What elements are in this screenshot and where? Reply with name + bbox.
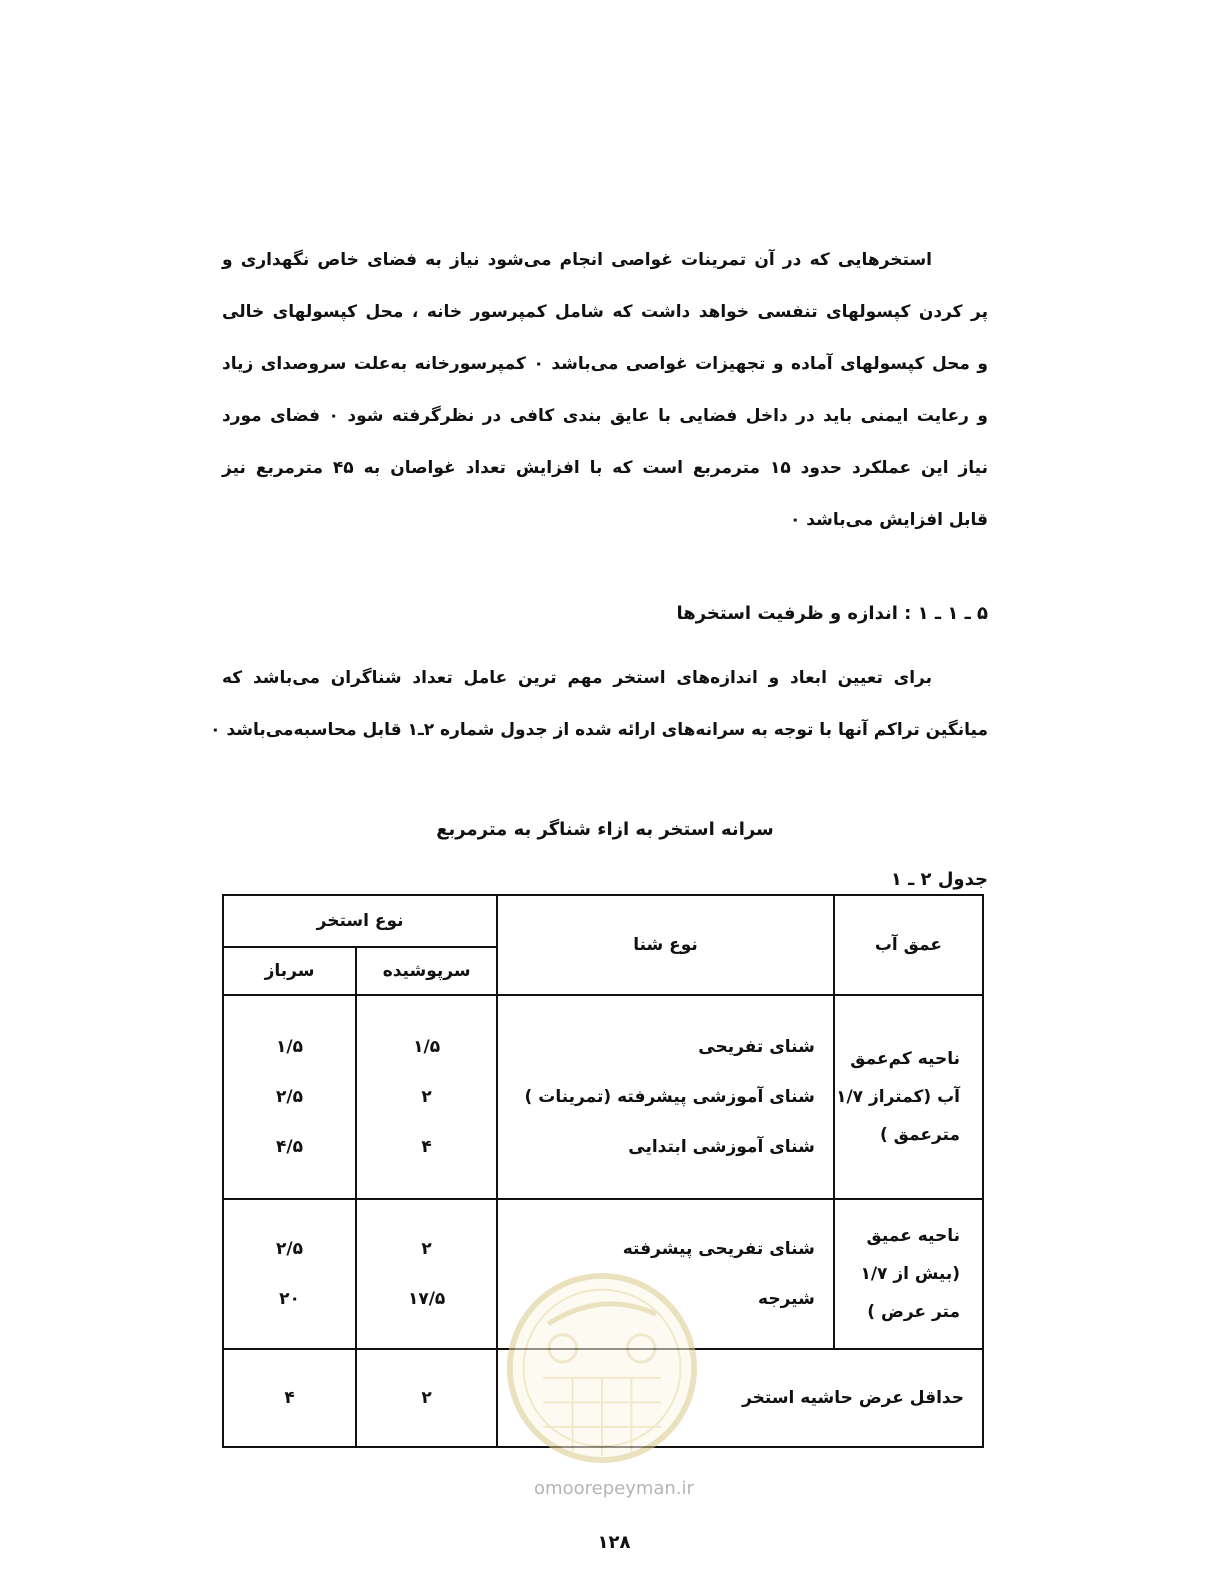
header-depth: عمق آب <box>834 895 983 995</box>
table-row <box>223 995 983 1199</box>
covered-value: ۲ <box>421 1087 432 1107</box>
open-value: ۱/۵ <box>276 1037 304 1057</box>
swim-type: شیرجه <box>758 1289 815 1309</box>
covered-value: ۴ <box>421 1137 432 1157</box>
footer-covered: ۲ <box>356 1349 497 1447</box>
table-number: جدول ۲ ـ ۱ <box>890 869 988 890</box>
table-title: سرانه استخر به ازاء شناگر به مترمربع <box>436 819 774 840</box>
covered-value: ۲ <box>421 1239 432 1259</box>
page-number: ۱۲۸ <box>597 1532 631 1553</box>
open-value: ۲۰ <box>279 1289 300 1309</box>
text-line: استخرهایی که در آن تمرینات غواصی انجام می‌شود نیاز به فضای خاص نگهداری و <box>222 250 932 270</box>
swim-type: شنای تفریحی <box>698 1037 815 1057</box>
covered-value: ۱۷/۵ <box>407 1289 446 1309</box>
watermark-seal <box>504 1270 700 1466</box>
depth-deep: ناحیه عمیق (بیش از ۱/۷ متر عرض ) <box>834 1199 983 1349</box>
watermark-site: omoorepeyman.ir <box>534 1478 694 1499</box>
section-heading: ۵ ـ ۱ ـ ۱ : اندازه و ظرفیت استخرها <box>676 603 988 624</box>
text-line: پر کردن کپسولهای تنفسی خواهد داشت که شامل کمپرسور خانه ، محل کپسولهای خالی <box>222 302 988 322</box>
header-covered: سرپوشیده <box>356 947 497 995</box>
swim-type: شنای آموزشی ابتدایی <box>628 1137 815 1157</box>
paragraph-pool-size <box>210 652 988 756</box>
swim-type: شنای آموزشی پیشرفته (تمرینات ) <box>524 1087 815 1107</box>
text-line: نیاز این عملکرد حدود ۱۵ مترمربع است که با افزایش تعداد غواصان به ۴۵ مترمربع نیز <box>222 458 988 478</box>
open-value: ۲/۵ <box>276 1087 304 1107</box>
header-open: سرباز <box>223 947 356 995</box>
header-swim-type: نوع شنا <box>497 895 834 995</box>
header-pool-type: نوع استخر <box>223 895 497 947</box>
open-value: ۲/۵ <box>276 1239 304 1259</box>
open-value: ۴/۵ <box>276 1137 304 1157</box>
text-line: برای تعیین ابعاد و اندازه‌های استخر مهم ترین عامل تعداد شناگران می‌باشد که <box>222 668 932 688</box>
footer-label: حداقل عرض حاشیه استخر <box>497 1349 983 1447</box>
text-line: و محل کپسولهای آماده و تجهیزات غواصی می‌باشد ۰ کمپرسورخانه به‌علت سروصدای زیاد <box>222 354 988 374</box>
text-line: میانگین تراکم آنها با توجه به سرانه‌های ارائه شده از جدول شماره ۲ـ۱ قابل محاسبه‌می‌باشد ۰ <box>210 720 988 740</box>
paragraph-diving-facilities <box>222 234 988 546</box>
text-line: و رعایت ایمنی باید در داخل فضایی با عایق بندی کافی در نظرگرفته شود ۰ فضای مورد <box>222 406 988 426</box>
depth-shallow: ناحیه کم‌عمق آب (کمتراز ۱/۷ مترعمق ) <box>834 995 983 1199</box>
text-line: قابل افزایش می‌باشد ۰ <box>789 510 988 530</box>
footer-open: ۴ <box>223 1349 356 1447</box>
swim-type: شنای تفریحی پیشرفته <box>622 1239 815 1259</box>
covered-value: ۱/۵ <box>413 1037 441 1057</box>
